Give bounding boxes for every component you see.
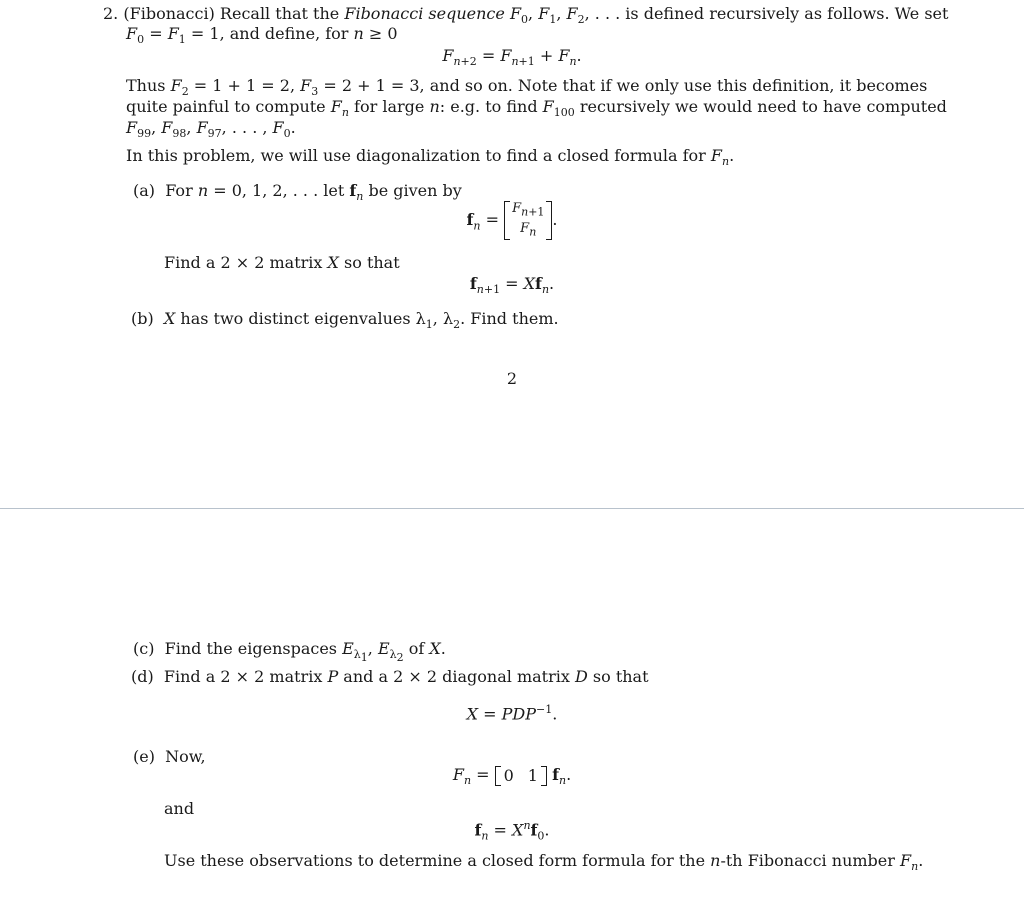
page-number: 2: [506, 369, 518, 388]
fn-vector-definition: $f_n$ = $F_{n+1}$ $F_n$ .: [466, 201, 558, 239]
para-thus-line3: $F_{99}$, $F_{98}$, $F_{97}$, . . . , $F_0$.: [126, 118, 296, 141]
part-e-line: (e) Now,: [133, 747, 206, 766]
page-break: [0, 508, 1024, 509]
problem-intro-line2: $F_0 = F_1 = 1$, and define, for n ≥ 0: [126, 24, 398, 47]
para-thus-line1: Thus $F_2 = 1 + 1 = 2$, $F_3 = 2 + 1 = 3$, and so on. Note that if we only use this definition, it becomes: [126, 76, 928, 99]
matrix-recurrence: $f_{n+1} = Xf_n$.: [469, 274, 555, 297]
recurrence-equation: $F_{n+2} = F_{n+1} + F_n$.: [442, 46, 582, 69]
part-a-find: Find a 2 × 2 matrix X so that: [164, 253, 400, 272]
para-diag: In this problem, we will use diagonalization to find a closed formula for $F_n$.: [126, 146, 735, 169]
fn-column-vector: $F_{n+1}$ $F_n$: [504, 201, 552, 240]
power-equation: $f_n = X^nf_0$.: [474, 819, 550, 843]
part-e-and: and: [164, 799, 195, 818]
part-b-line: (b) X has two distinct eigenvalues $\lambda_1$, $\lambda_2$. Find them.: [131, 309, 559, 332]
part-d-line: (d) Find a 2 × 2 matrix P and a 2 × 2 diagonal matrix D so that: [131, 667, 649, 686]
part-c-line: (c) Find the eigenspaces $E_{\lambda_1}$, $E_{\lambda_2}$ of X.: [133, 639, 446, 665]
problem-intro-line1: 2. (Fibonacci) Recall that the Fibonacci sequence $F_0$, $F_1$, $F_2$, . . . is defined recursively as follows. We set: [103, 4, 949, 27]
fn-row-equation: $F_n$ = 0 1 $f_n$.: [452, 765, 572, 788]
part-a-line: (a) For n = 0, 1, 2, . . . let $f_n$ be given by: [133, 181, 462, 204]
row-vector: 0 1: [495, 766, 547, 786]
diagonalization-equation: $X = PDP^{-1}$.: [466, 703, 558, 724]
para-thus-line2: quite painful to compute $F_n$ for large n: e.g. to find $F_{100}$ recursively we would need to have computed: [126, 97, 947, 120]
part-e-final: Use these observations to determine a closed form formula for the n-th Fibonacci number $F_n$.: [164, 851, 924, 874]
